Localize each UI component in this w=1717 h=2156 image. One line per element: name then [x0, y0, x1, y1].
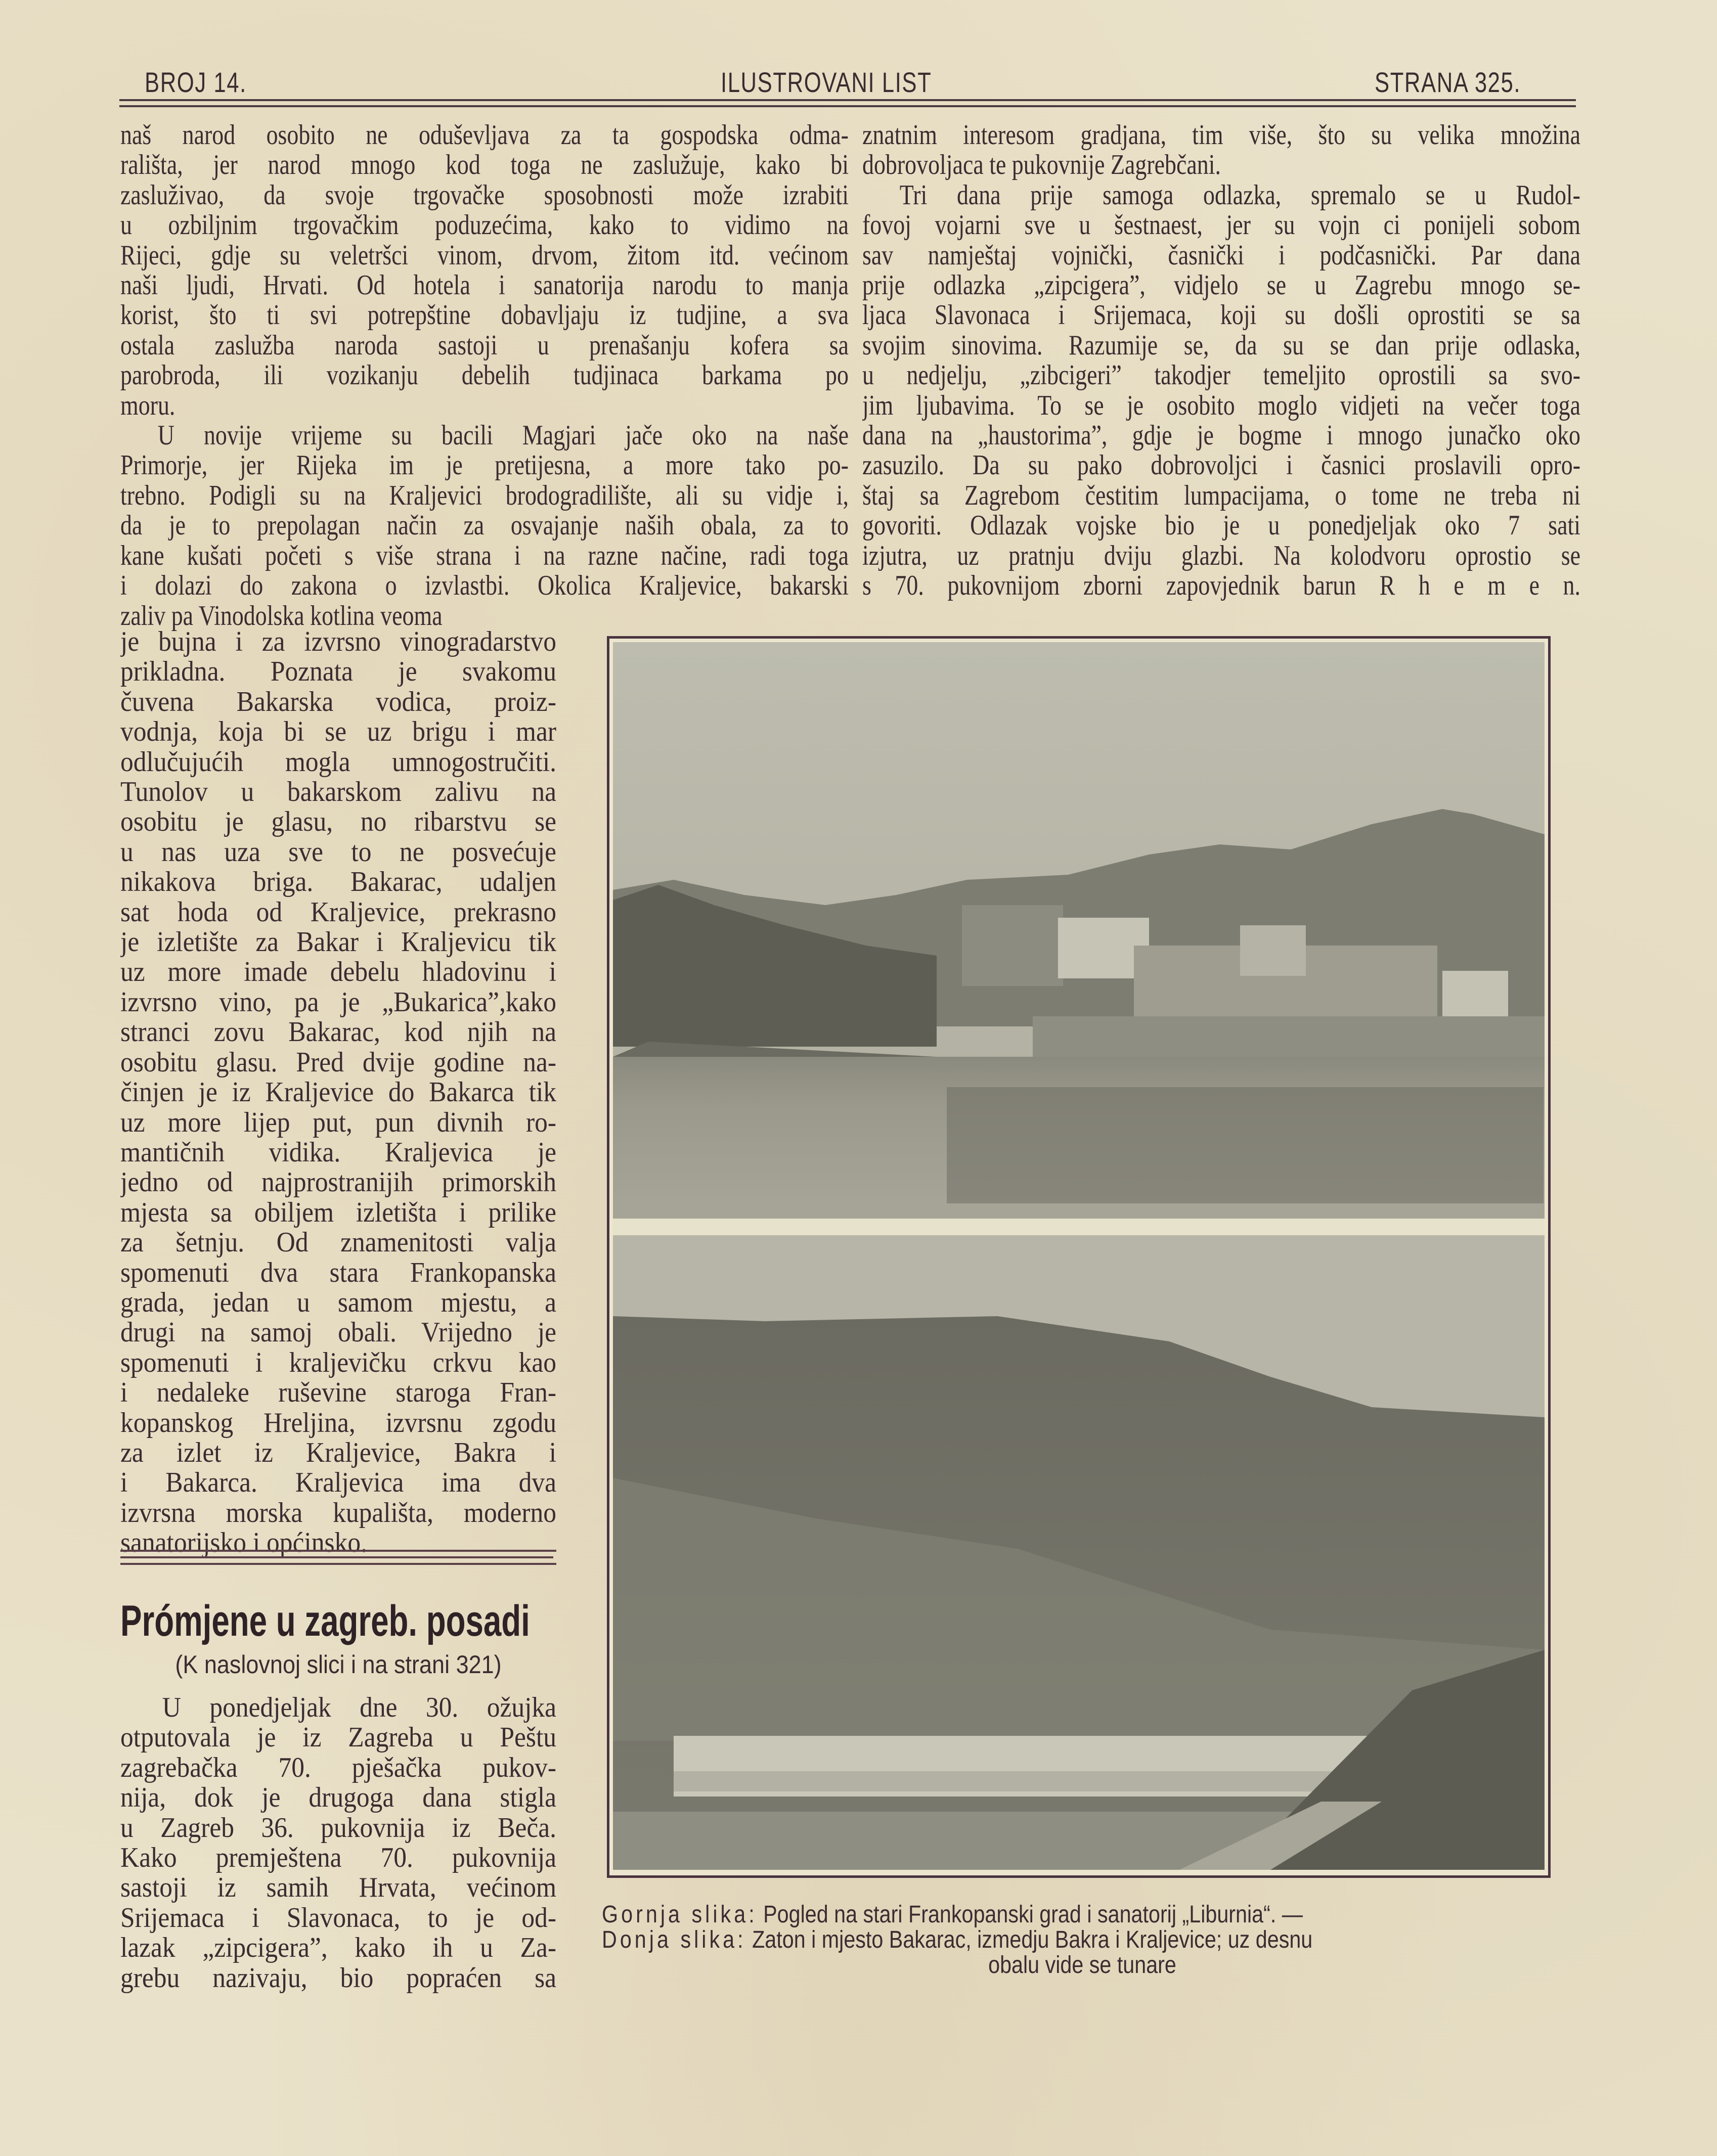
text-line: nija, dok je drugoga dana stigla — [120, 1783, 557, 1813]
text-line: u nedjelju, „zibcigeri” takodjer temeljito oprostili sa svo- — [862, 361, 1580, 391]
caption-text-top: Pogled na stari Frankopanski grad i sanatorij „Liburnia“. — — [763, 1901, 1303, 1928]
text-line: dobrovoljaca te pukovnije Zagrebčani. — [862, 150, 1221, 181]
article2-body — [120, 1693, 556, 1993]
text-line: i Bakarca. Kraljevica ima dva — [120, 1468, 557, 1498]
text-line: osobitu glasu. Pred dvije godine na- — [120, 1047, 557, 1078]
page-number: STRANA 325. — [1375, 66, 1521, 98]
photo-frame — [607, 636, 1551, 1878]
text-line: osobitu je glasu, no ribarstvu se — [120, 807, 557, 837]
text-line: činjen je iz Kraljevice do Bakarca tik — [120, 1077, 557, 1108]
text-line: sastoji iz samih Hrvata, većinom — [120, 1873, 557, 1903]
text-line: grebu nazivaju, bio popraćen sa — [120, 1963, 557, 1994]
text-line: Tri dana prije samoga odlazka, spremalo se u Rudol- — [899, 180, 1580, 211]
text-line: govoriti. Odlazak vojske bio je u ponedjeljak oko 7 sati — [862, 511, 1580, 541]
text-line: spomenuti i kraljevičku crkvu kao — [120, 1348, 557, 1378]
photo-caption — [602, 1902, 1563, 1978]
text-line: svojim sinovima. Razumije se, da su se dan prije odlaska, — [862, 330, 1580, 361]
text-line: je izletište za Bakar i Kraljevicu tik — [120, 927, 557, 958]
text-line: u nas uza sve to ne posvećuje — [120, 837, 557, 868]
text-line: mantičnih vidika. Kraljevica je — [120, 1137, 557, 1168]
text-line: zasluživao, da svoje trgovačke sposobnosti može izrabiti — [120, 180, 849, 211]
text-line: izvrsna morska kupališta, moderno — [120, 1498, 557, 1529]
text-line: prikladna. Poznata je svakomu — [120, 657, 557, 687]
text-line: vodnja, koja bi se uz brigu i mar — [120, 717, 557, 747]
photo-divider — [613, 1219, 1545, 1236]
text-line: fovoj vojarni sve u šestnaest, jer su vojn ci ponijeli sobom — [862, 210, 1580, 241]
caption-label-top: Gornja slika: — [602, 1901, 758, 1928]
text-line: jim ljubavima. To se je osobito moglo vidjeti na večer toga — [862, 390, 1580, 421]
left-column-narrow — [120, 627, 556, 1558]
text-line: moru. — [120, 390, 175, 421]
text-line: lazak „zipcigera”, kako ih u Za- — [120, 1933, 557, 1963]
section-divider — [120, 1550, 556, 1565]
caption-line-bottom — [602, 1927, 1428, 1953]
article-subheading: (K naslovnoj slici i na strani 321) — [175, 1650, 502, 1679]
text-line: spomenuti dva stara Frankopanska — [120, 1257, 557, 1288]
text-line: zagrebačka 70. pješačka pukov- — [120, 1753, 557, 1783]
issue-number: BROJ 14. — [145, 66, 247, 98]
text-line: korist, što ti svi potrepštine dobavljaju iz tudjine, a sva — [120, 300, 849, 331]
caption-line-top — [602, 1902, 1428, 1927]
text-line: Tunolov u bakarskom zalivu na — [120, 777, 557, 807]
text-line: drugi na samoj obali. Vrijedno je — [120, 1318, 557, 1348]
text-line: jedno od najprostranijih primorskih — [120, 1167, 557, 1198]
text-line: u Zagreb 36. pukovnija iz Beča. — [120, 1813, 557, 1844]
text-line: uz more imade debelu hladovinu i — [120, 957, 557, 987]
text-line: sav namještaj vojnički, časnički i podčasnički. Par dana — [862, 240, 1580, 271]
text-line: kane kušati početi s više strana i na razne načine, radi toga — [120, 541, 849, 571]
publication-title: ILUSTROVANI LIST — [721, 66, 932, 98]
text-line: ostala zaslužba naroda sastoji u prenašanju kofera sa — [120, 330, 849, 361]
caption-label-bottom: Donja slika: — [602, 1926, 746, 1953]
text-line: Primorje, jer Rijeka im je pretijesna, a more tako po- — [120, 451, 849, 481]
left-column-top — [120, 120, 849, 631]
text-line: štaj sa Zagrebom čestitim lumpacijama, o tome ne treba ni — [862, 480, 1580, 511]
text-line: ljaca Slavonaca i Srijemaca, koji su došli oprostiti se sa — [862, 300, 1580, 331]
text-line: Rijeci, gdje su veletršci vinom, drvom, žitom itd. većinom — [120, 240, 849, 271]
text-line: dana na „haustorima”, gdje je bogme i mnogo junačko oko — [862, 421, 1580, 451]
caption-text-bottom-cont: obalu vide se tunare — [988, 1952, 1176, 1979]
right-column — [862, 120, 1580, 601]
text-line: nikakova briga. Bakarac, udaljen — [120, 867, 557, 897]
text-line: čuvena Bakarska vodica, proiz- — [120, 687, 557, 717]
header-rule — [119, 99, 1576, 107]
text-line: za izlet iz Kraljevice, Bakra i — [120, 1438, 557, 1468]
text-line: zasuzilo. Da su pako dobrovoljci i časnici proslavili opro- — [862, 451, 1580, 481]
text-line: i dolazi do zakona o izvlastbi. Okolica Kraljevice, bakarski — [120, 571, 849, 601]
text-line: otputovala je iz Zagreba u Peštu — [120, 1723, 557, 1753]
article-heading: Prómjene u zagreb. posadi — [120, 1597, 530, 1645]
text-line: trebno. Podigli su na Kraljevici brodogradilište, ali su vidje i, — [120, 480, 849, 511]
text-line: s 70. pukovnijom zborni zapovjednik barun R h e m e n. — [862, 571, 1580, 601]
photo-kraljevica-sanatorium — [613, 642, 1545, 1219]
text-line: izvrsno vino, pa je „Bukarica”,kako — [120, 987, 557, 1018]
photo-bakarac-bay — [613, 1235, 1545, 1870]
text-line: grada, jedan u samom mjestu, a — [120, 1287, 557, 1318]
text-line: je bujna i za izvrsno vinogradarstvo — [120, 627, 557, 657]
text-line: za šetnju. Od znamenitosti valja — [120, 1228, 557, 1258]
text-line: Kako premještena 70. pukovnija — [120, 1843, 557, 1873]
text-line: prije odlazka „zipcigera”, vidjelo se u Zagrebu mnogo se- — [862, 271, 1580, 301]
text-line: Srijemaca i Slavonaca, to je od- — [120, 1903, 557, 1934]
text-line: U ponedjeljak dne 30. ožujka — [162, 1693, 557, 1723]
text-line: kopanskog Hreljina, izvrsnu zgodu — [120, 1408, 557, 1438]
photo-kraljevica-sanatorium-image — [613, 642, 1545, 1219]
text-line: zaliv pa Vinodolska kotlina veoma — [120, 601, 443, 631]
text-line: stranci zovu Bakarac, kod njih na — [120, 1017, 557, 1048]
caption-text-bottom: Zaton i mjesto Bakarac, izmedju Bakra i Kraljevice; uz desnu — [752, 1926, 1313, 1953]
text-line: parobroda, ili vozikanju debelih tudjinaca barkama po — [120, 361, 849, 391]
text-line: i nedaleke ruševine staroga Fran- — [120, 1378, 557, 1408]
text-line: mjesta sa obiljem izletišta i prilike — [120, 1197, 557, 1228]
text-line: rališta, jer narod mnogo kod toga ne zaslužuje, kako bi — [120, 150, 849, 181]
text-line: sanatorijsko i općinsko. — [120, 1528, 367, 1558]
text-line: da je to prepolagan način za osvajanje naših obala, za to — [120, 511, 849, 541]
text-line: odlučujućih mogla umnogostručiti. — [120, 747, 557, 778]
text-line: izjutra, uz pratnju dviju glazbi. Na kolodvoru oprostio se — [862, 541, 1580, 571]
text-line: uz more lijep put, pun divnih ro- — [120, 1107, 557, 1138]
text-line: U novije vrijeme su bacili Magjari jače oko na naše — [157, 421, 849, 451]
text-line: naši ljudi, Hrvati. Od hotela i sanatorija narodu to manja — [120, 271, 849, 301]
text-line: naš narod osobito ne oduševljava za ta gospodska odma- — [120, 120, 849, 151]
text-line: u ozbiljnim trgovačkim poduzećima, kako to vidimo na — [120, 210, 849, 241]
text-line: sat hoda od Kraljevice, prekrasno — [120, 897, 557, 928]
text-line: znatnim interesom gradjana, tim više, što su velika množina — [862, 120, 1580, 151]
photo-bakarac-bay-image — [613, 1235, 1545, 1870]
